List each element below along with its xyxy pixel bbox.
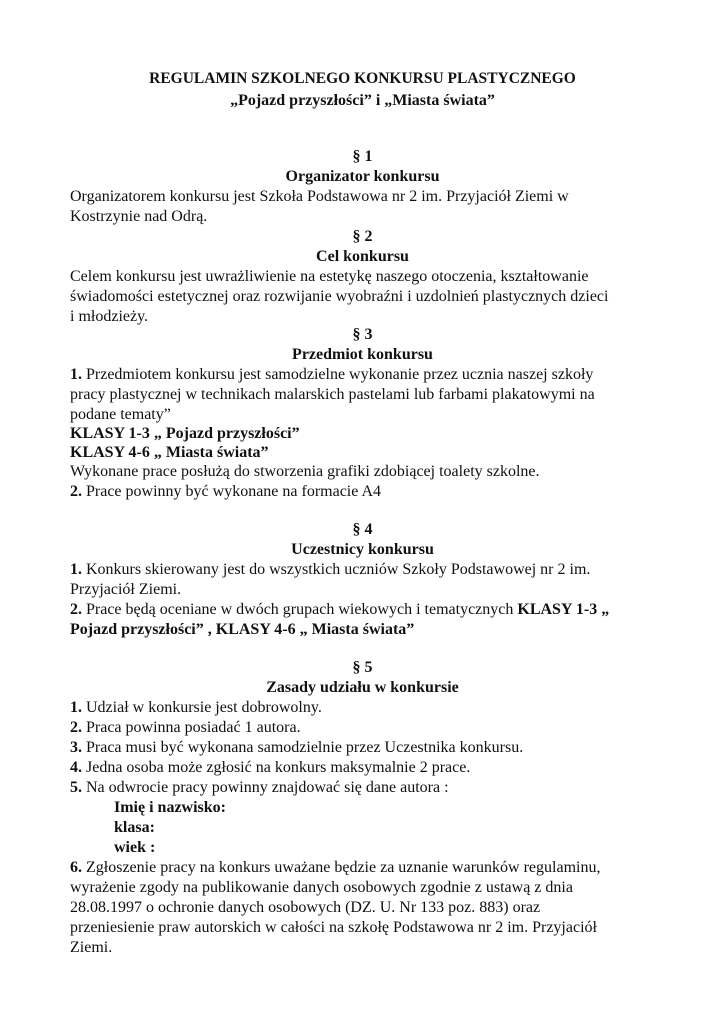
section-4-number: § 4	[352, 521, 373, 538]
item-text: Na odwrocie pracy powinny znajdować się dane autora :	[82, 779, 449, 796]
item-text: Konkurs skierowany jest do wszystkich uczniów Szkoły Podstawowej nr 2 im.	[82, 561, 591, 578]
item-number: 2.	[70, 601, 82, 618]
section-1-text-line: Kostrzynie nad Odrą.	[70, 208, 208, 225]
section-5-text-line: wyrażenie zgody na publikowanie danych osobowych zgodnie z ustawą z dnia	[70, 879, 573, 896]
section-5-item-5	[70, 778, 449, 798]
item-text: Prace powinny być wykonane na formacie A4	[82, 483, 382, 500]
document-title: REGULAMIN SZKOLNEGO KONKURSU PLASTYCZNEGO	[149, 70, 576, 87]
section-3-heading: Przedmiot konkursu	[292, 346, 433, 363]
item-number: 6.	[70, 859, 82, 876]
section-5-item-6	[70, 858, 600, 878]
field-class: klasa:	[114, 819, 155, 836]
item-number: 1.	[70, 561, 82, 578]
section-5-text-line: Ziemi.	[70, 939, 113, 956]
section-1-heading: Organizator konkursu	[285, 168, 440, 185]
item-text: Udział w konkursie jest dobrowolny.	[82, 699, 322, 716]
section-5-item-2	[70, 718, 301, 738]
section-4-item-1	[70, 560, 590, 580]
item-text: Zgłoszenie pracy na konkurs uważane będzie za uznanie warunków regulaminu,	[82, 859, 601, 876]
section-1-number: § 1	[352, 148, 373, 165]
section-2-text-line: i młodzieży.	[70, 308, 149, 325]
section-2-text-line: Celem konkursu jest uwrażliwienie na estetykę naszego otoczenia, kształtowanie	[70, 268, 589, 285]
item-text: Praca musi być wykonana samodzielnie przez Uczestnika konkursu.	[82, 739, 524, 756]
item-number: 1.	[70, 366, 82, 383]
section-2-heading: Cel konkursu	[316, 248, 409, 265]
item-text: Praca powinna posiadać 1 autora.	[82, 719, 301, 736]
item-text: Prace będą oceniane w dwóch grupach wiekowych i tematycznych	[82, 601, 518, 618]
theme-classes-1-3: KLASY 1-3 „ Pojazd przyszłości”	[70, 425, 300, 442]
section-4-heading: Uczestnicy konkursu	[291, 541, 434, 558]
section-3-number: § 3	[352, 326, 373, 343]
section-5-number: § 5	[352, 659, 373, 676]
section-5-item-3	[70, 738, 523, 758]
section-3-item-1	[70, 365, 593, 385]
item-number: 1.	[70, 699, 82, 716]
item-number: 2.	[70, 719, 82, 736]
section-4-text-line: Pojazd przyszłości” , KLASY 4-6 „ Miasta świata”	[70, 621, 415, 638]
item-number: 4.	[70, 759, 82, 776]
section-3-text-line: podane tematy”	[70, 406, 171, 423]
item-number: 3.	[70, 739, 82, 756]
section-1-text-line: Organizatorem konkursu jest Szkoła Podstawowa nr 2 im. Przyjaciół Ziemi w	[70, 188, 569, 205]
section-5-item-1	[70, 698, 322, 718]
section-2-text-line: świadomości estetycznej oraz rozwijanie wyobraźni i uzdolnień plastycznych dzieci	[70, 288, 609, 305]
section-3-item-2	[70, 482, 381, 502]
section-5-heading: Zasady udziału w konkursie	[266, 679, 459, 696]
section-5-text-line: 28.08.1997 o ochronie danych osobowych (DZ. U. Nr 133 poz. 883) oraz	[70, 899, 541, 916]
section-4-text-line: Przyjaciół Ziemi.	[70, 581, 182, 598]
section-2-number: § 2	[352, 228, 373, 245]
item-text: Jedna osoba może zgłosić na konkurs maksymalnie 2 prace.	[82, 759, 471, 776]
item-text: Przedmiotem konkursu jest samodzielne wykonanie przez ucznia naszej szkoły	[82, 366, 594, 383]
item-number: 5.	[70, 779, 82, 796]
document-subtitle: „Pojazd przyszłości” i „Miasta świata”	[230, 92, 495, 109]
item-number: 2.	[70, 483, 82, 500]
section-3-text-line: pracy plastycznej w technikach malarskich pastelami lub farbami plakatowymi na	[70, 386, 595, 403]
field-age: wiek :	[114, 839, 156, 856]
section-5-item-4	[70, 758, 470, 778]
item-bold-text: KLASY 1-3 „	[517, 601, 610, 618]
section-3-text-line: Wykonane prace posłużą do stworzenia grafiki zdobiącej toalety szkolne.	[70, 463, 540, 480]
section-5-text-line: przeniesienie praw autorskich w całości na szkołę Podstawowa nr 2 im. Przyjaciół	[70, 919, 597, 936]
theme-classes-4-6: KLASY 4-6 „ Miasta świata”	[70, 444, 269, 461]
field-name-surname: Imię i nazwisko:	[114, 799, 226, 816]
section-4-item-2	[70, 600, 609, 620]
